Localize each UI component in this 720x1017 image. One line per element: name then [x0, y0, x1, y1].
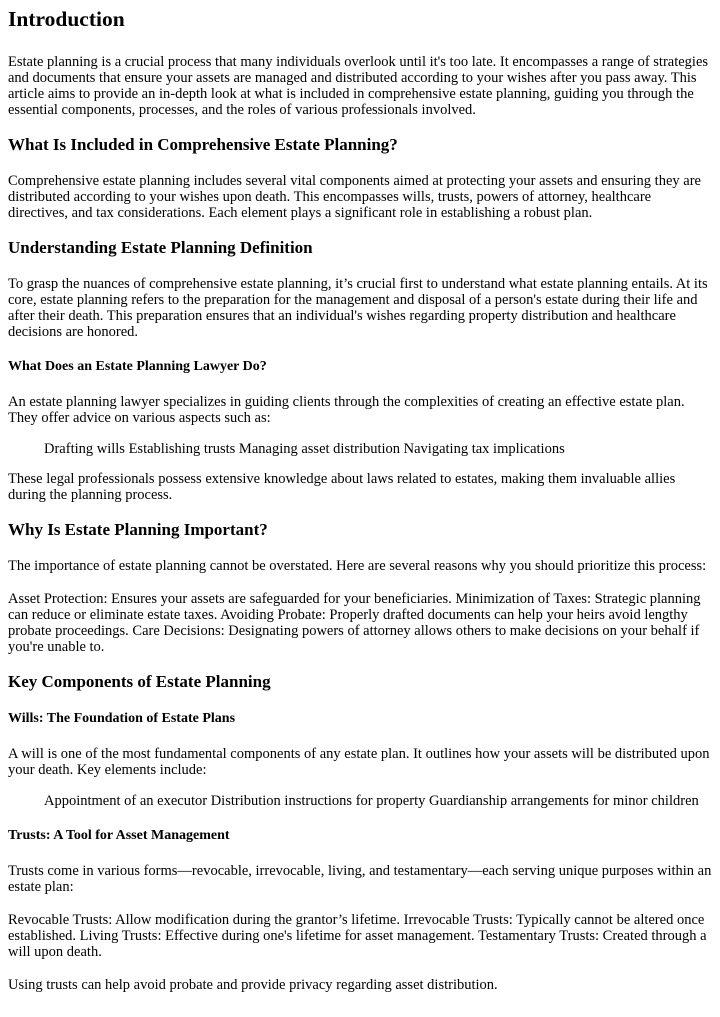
importance-paragraph: The importance of estate planning cannot be overstated. Here are several reasons why you should prioritize this process: [8, 558, 707, 574]
lawyer-task-list: Drafting wills Establishing trusts Managing asset distribution Navigating tax implications [44, 441, 565, 457]
comprehensive-paragraph: Comprehensive estate planning includes several vital components aimed at protecting your assets and ensuring they are distributed according to your wishes upon death. This encompasses wills, trusts, powers of attorney, healthcare directives, and tax considerations. Each element plays a significant role in establishing a robust plan. [8, 173, 701, 221]
intro-paragraph: Estate planning is a crucial process that many individuals overlook until it's too late. It encompasses a range of strategies and documents that ensure your assets are managed and distributed according to your wishes after you pass away. This article aims to provide an in-depth look at what is included in comprehensive estate planning, guiding you through the essential components, processes, and the roles of various professionals involved. [8, 54, 709, 118]
trusts-closing-paragraph: Using trusts can help avoid probate and provide privacy regarding asset distribution. [8, 977, 498, 993]
importance-reasons: Asset Protection: Ensures your assets are safeguarded for your beneficiaries. Minimization of Taxes: Strategic planning can reduce or eliminate estate taxes. Avoiding Probate: Properly drafted documents can help your heirs avoid lengthy probate proceedings. Care Decisions: Designating powers of attorney allows others to make decisions on your behalf if you're unable to. [8, 591, 701, 655]
trusts-types: Revocable Trusts: Allow modification during the grantor’s lifetime. Irrevocable Trusts: Typically cannot be altered once established. Living Trusts: Effective during one's lifetime for asset management. Testamentary Trusts: Created through a will upon death. [8, 912, 707, 960]
page-title: Introduction [8, 7, 125, 31]
section-heading-comprehensive: What Is Included in Comprehensive Estate Planning? [8, 135, 398, 154]
trusts-paragraph: Trusts come in various forms—revocable, irrevocable, living, and testamentary—each serving unique purposes within an estate plan: [8, 863, 712, 895]
section-heading-components: Key Components of Estate Planning [8, 672, 271, 691]
section-heading-definition: Understanding Estate Planning Definition [8, 238, 313, 257]
subsection-heading-trusts: Trusts: A Tool for Asset Management [8, 828, 230, 843]
wills-paragraph: A will is one of the most fundamental components of any estate plan. It outlines how your assets will be distributed upon your death. Key elements include: [8, 746, 710, 778]
lawyer-closing-paragraph: These legal professionals possess extensive knowledge about laws related to estates, making them invaluable allies during the planning process. [8, 471, 676, 503]
definition-paragraph: To grasp the nuances of comprehensive estate planning, it’s crucial first to understand what estate planning entails. At its core, estate planning refers to the preparation for the management and disposal of a person's estate during their life and after their death. This preparation ensures that an individual's wishes regarding property distribution and healthcare decisions are honored. [8, 276, 708, 340]
lawyer-paragraph: An estate planning lawyer specializes in guiding clients through the complexities of creating an effective estate plan. They offer advice on various aspects such as: [8, 394, 685, 426]
subsection-heading-wills: Wills: The Foundation of Estate Plans [8, 711, 236, 726]
subsection-heading-lawyer: What Does an Estate Planning Lawyer Do? [8, 359, 267, 374]
section-heading-importance: Why Is Estate Planning Important? [8, 520, 268, 539]
wills-element-list: Appointment of an executor Distribution instructions for property Guardianship arrangements for minor children [44, 793, 699, 809]
